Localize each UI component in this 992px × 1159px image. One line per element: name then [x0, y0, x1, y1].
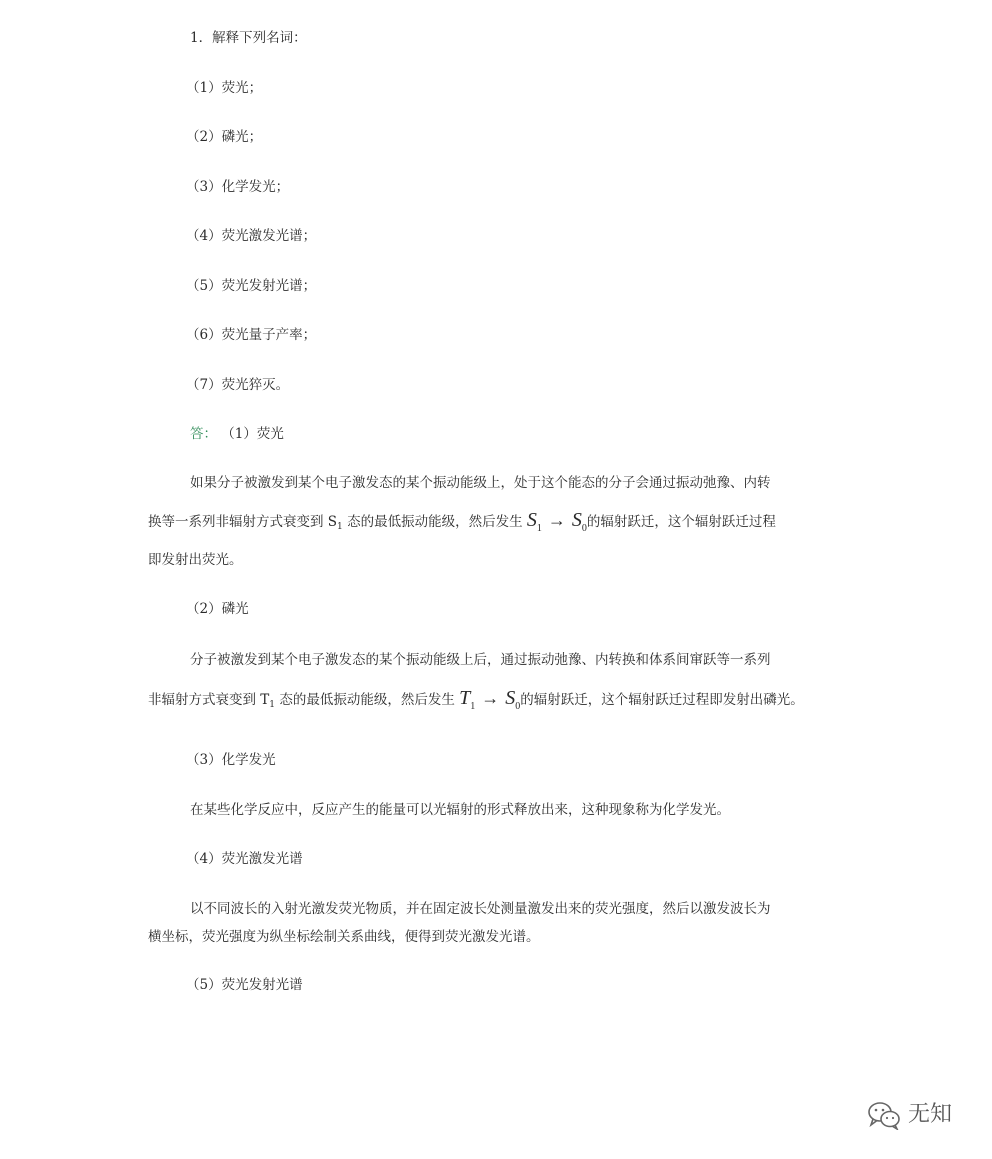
answer-heading-5: （5）荧光发射光谱 — [186, 977, 303, 993]
question-title: 1．解释下列名词： — [190, 30, 307, 46]
answer-label: 答： — [190, 426, 217, 442]
paragraph-line: 在某些化学反应中，反应产生的能量可以光辐射的形式释放出来，这种现象称为化学发光。 — [190, 802, 730, 818]
paragraph-line: 分子被激发到某个电子激发态的某个振动能级上后，通过振动弛豫、内转换和体系间窜跃等一系列 — [190, 652, 771, 668]
answer-heading-1: 答： （1）荧光 — [190, 426, 284, 442]
term-item: （6）荧光量子产率； — [186, 327, 317, 343]
paragraph-line: 横坐标，荧光强度为纵坐标绘制关系曲线，便得到荧光激发光谱。 — [148, 929, 540, 945]
formula-s1-to-s0: $S_1 \to S_0$ — [526, 509, 587, 534]
term-item: （7）荧光猝灭。 — [186, 377, 290, 393]
term-item: （1）荧光； — [186, 80, 263, 96]
wechat-icon — [866, 1100, 902, 1130]
formula-t1-to-s0: $T_1 \to S_0$ — [459, 687, 521, 712]
answer-heading-3: （3）化学发光 — [186, 752, 276, 768]
term-item: （2）磷光； — [186, 129, 263, 145]
paragraph-line: 即发射出荧光。 — [148, 552, 243, 568]
watermark — [866, 1100, 952, 1130]
paragraph-line: 如果分子被激发到某个电子激发态的某个振动能级上，处于这个能态的分子会通过振动弛豫、内转 — [190, 475, 771, 491]
paragraph-line-with-formula: 非辐射方式衰变到 $T_1$ 态的最低振动能级，然后发生 $T_1 \to S_0$的辐射跃迁，这个辐射跃迁过程即发射出磷光。 — [148, 687, 804, 712]
paragraph-line-with-formula: 换等一系列非辐射方式衰变到 $S_1$ 态的最低振动能级，然后发生 $S_1 \to S_0$的辐射跃迁，这个辐射跃迁过程 — [148, 509, 776, 534]
paragraph-line: 以不同波长的入射光激发荧光物质，并在固定波长处测量激发出来的荧光强度，然后以激发波长为 — [190, 901, 771, 917]
watermark-text: 无知 — [908, 1102, 953, 1127]
term-item: （5）荧光发射光谱； — [186, 278, 317, 294]
term-item: （4）荧光激发光谱； — [186, 228, 317, 244]
answer-heading-2: （2）磷光 — [186, 601, 249, 617]
term-item: （3）化学发光； — [186, 179, 290, 195]
answer-heading-4: （4）荧光激发光谱 — [186, 851, 303, 867]
